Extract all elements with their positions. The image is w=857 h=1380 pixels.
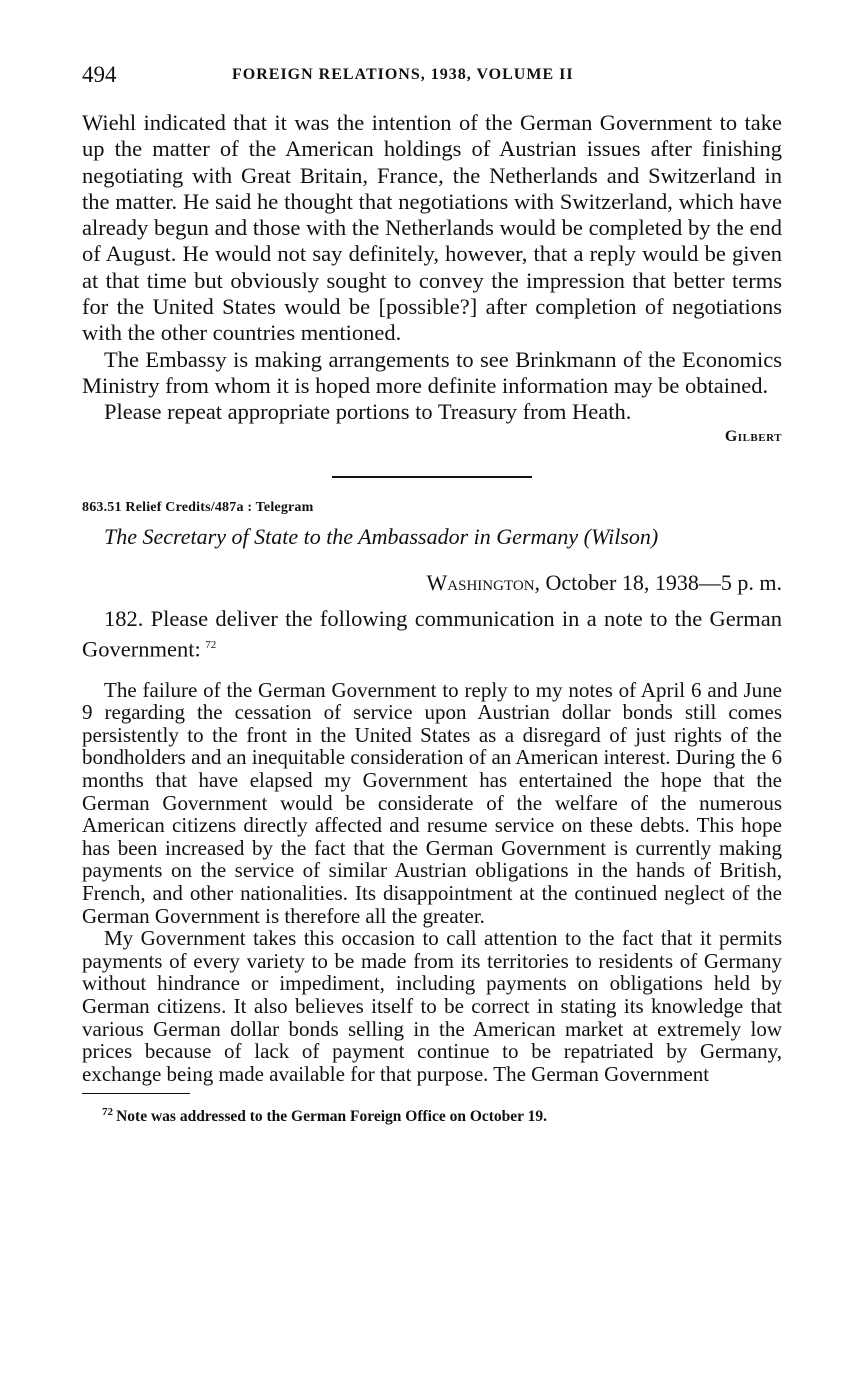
document-page [82, 62, 782, 1127]
footnote-reference: 72 [205, 638, 217, 651]
section-divider [332, 476, 532, 478]
continued-paragraph-2: The Embassy is making arrangements to see Brinkmann of the Economics Ministry from whom it is hoped more definite information may be obtained. [82, 346, 782, 398]
page-number: 494 [82, 62, 117, 87]
page-header [82, 62, 782, 92]
signature: Gilbert [724, 427, 782, 445]
continued-paragraph-1: Wiehl indicated that it was the intention of the German Government to take up the matter of the American holdings of Austrian issues after finishing negotiating with Great Britain, France, the Netherlands and Switzerland in the matter. He said he thought that negotiations with Switzerland, which have already begun and those with the Netherlands would be completed by the end of August. He would not say definitely, however, that a reply would be given at that time but obviously sought to convey the impression that better terms for the United States would be [possible?] after completion of negotiations with the other countries mentioned. [82, 110, 782, 346]
footnote-mark: 72 [102, 1106, 113, 1119]
dateline-place: Washington [426, 569, 535, 595]
footnote-divider [82, 1093, 190, 1094]
footnote [82, 1106, 782, 1126]
continued-paragraph-3: Please repeat appropriate portions to Treasury from Heath. [104, 399, 632, 425]
dateline [82, 570, 782, 596]
dateline-date: , October 18, 1938—5 p. m. [534, 569, 782, 595]
file-reference: 863.51 Relief Credits/487a : Telegram [82, 499, 314, 515]
opening-paragraph [82, 606, 782, 663]
document-heading: The Secretary of State to the Ambassador in Germany (Wilson) [104, 523, 659, 549]
running-head: FOREIGN RELATIONS, 1938, VOLUME II [232, 66, 574, 83]
opening-text: 182. Please deliver the following communication in a note to the German Government: [82, 605, 782, 662]
quoted-paragraph-2: My Government takes this occasion to call attention to the fact that it permits payments of every variety to be made from its territories to residents of Germany without hindrance or impediment, including payments on obligations held by German citizens. It also believes itself to be correct in stating its knowledge that various German dollar bonds selling in the American market at extremely low prices because of lack of payment continue to be repatriated by Germany, exchange being made available for that purpose. The German Government [82, 926, 782, 1086]
quoted-paragraph-1: The failure of the German Government to reply to my notes of April 6 and June 9 regarding the cessation of service upon Austrian dollar bonds still comes persistently to the front in the United States as a disregard of just rights of the bondholders and an inequitable consideration of an American interest. During the 6 months that have elapsed my Government has entertained the hope that the German Government would be considerate of the welfare of the numerous American citizens directly affected and resume service on these debts. This hope has been increased by the fact that the German Government is currently making payments on the service of similar Austrian obligations in the hands of British, French, and other nationalities. Its disappointment at the continued neglect of the German Government is therefore all the greater. [82, 677, 782, 928]
footnote-text: Note was addressed to the German Foreign Office on October 19. [116, 1108, 548, 1126]
